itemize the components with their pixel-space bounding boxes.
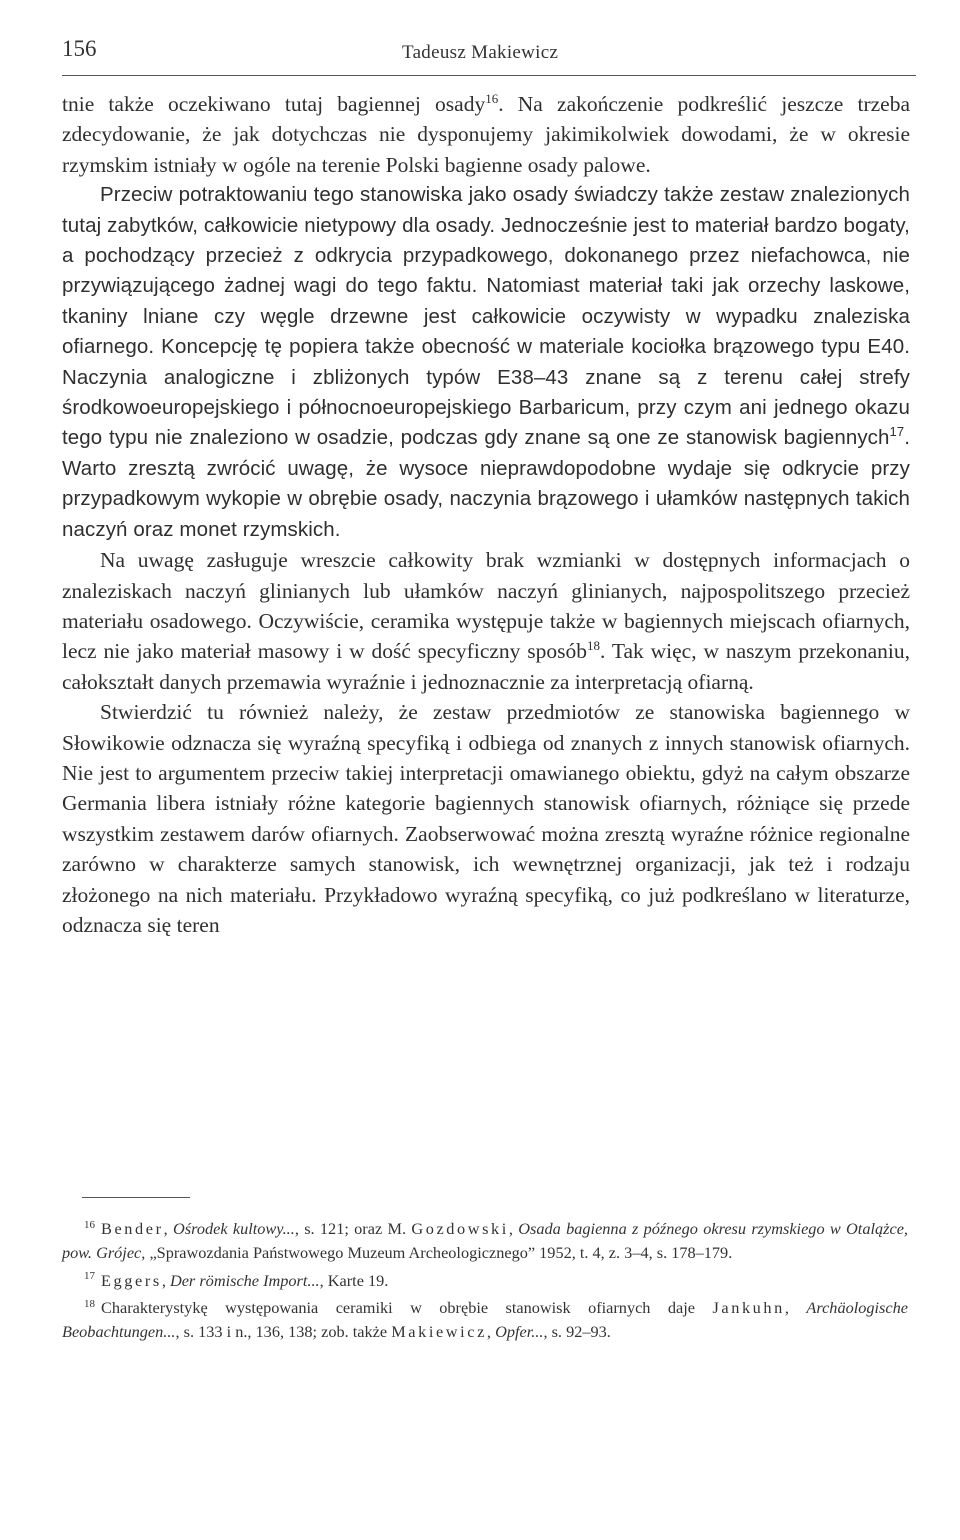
paragraph-1-text-b: . Na zakończenie podkreślić jeszcze trzeba zdecydowanie, że jak dotychczas nie dysponujemy jakimikolwiek dowodami, że w okresie rzymskim istniały w ogóle na terenie Polski bagienne osady palowe.	[62, 92, 910, 177]
footnote-author: Jankuhn	[712, 1298, 785, 1318]
footnote-title: Der römische Import...	[169, 1270, 320, 1290]
footnote-author: Eggers	[101, 1270, 162, 1290]
paragraph-1-text-a: tnie także oczekiwano tutaj bagiennej osady	[62, 92, 486, 116]
footnote-text: , „Sprawozdania Państwowego Muzeum Archeologicznego” 1952, t. 4, z. 3–4, s. 178–179.	[141, 1242, 733, 1262]
paragraph-2-text-c: . Warto zresztą zwrócić uwagę, że wysoce nieprawdopodobne wydaje się odkrycie przy przypadkowym wykopie w obrębie osady, naczynia brązowego i ułamków następnych takich naczyń oraz monet rzymskich.	[62, 426, 910, 541]
footnotes	[62, 1217, 908, 1348]
footnote-text: ,	[163, 1219, 173, 1238]
footnote-number: 18	[84, 1297, 95, 1310]
footnote-author: Gozdowski	[411, 1219, 509, 1238]
footnote-number: 17	[84, 1270, 95, 1283]
footnote-rule	[82, 1197, 190, 1198]
paragraph-3-text-a: Na uwagę zasługuje wreszcie całkowity brak wzmianki w dostępnych informacjach o znaleziskach naczyń glinianych lub ułamków naczyń glinianych, najpospolitszego przecież materiału osadowego. Oczywiście, ceramika występuje także w bagiennych miejscach ofiarnych, lecz nie jako materiał masowy i w dość specyficzny sposób	[62, 548, 910, 664]
footnote-number: 16	[84, 1218, 95, 1231]
footnote-ref-16[interactable]: 16	[485, 90, 499, 106]
footnote-text: , s. 121; oraz M.	[294, 1219, 412, 1238]
footnote-text: ,	[784, 1298, 807, 1318]
paragraph-4	[62, 697, 910, 940]
footnote-text: , s. 133 i n., 136, 138; zob. także	[175, 1322, 392, 1342]
page-number: 156	[62, 36, 97, 61]
footnote-ref-18[interactable]: 18	[587, 638, 600, 654]
footnote-ref-17[interactable]: 17	[889, 424, 905, 440]
paragraph-2-text-a: Przeciw potraktowaniu tego stanowiska jako osady świadczy także zestaw znalezionych tutaj zabytków, całkowicie nietypowy dla osady.	[62, 183, 910, 237]
footnote-text: Charakterystykę występowania ceramiki w obrębie stanowisk ofiarnych daje	[101, 1298, 713, 1318]
footnote-18	[62, 1296, 908, 1344]
footnote-title: Osada bagienna z późnego okresu rzymskiego w Otalążce, pow. Grójec	[62, 1219, 908, 1262]
footnote-text: ,	[161, 1270, 170, 1290]
footnote-text: , s. 92–93.	[543, 1322, 611, 1342]
footnote-author: Makiewicz	[391, 1322, 487, 1342]
paragraph-2-text-b: Jednocześnie jest to materiał bardzo bogaty, a pochodzący przecież z odkrycia przypadkowego, dokonanego przez niefachowca, nie przywiązującego żadnej wagi do tego faktu. Natomiast materiał taki jak orzechy laskowe, tkaniny lniane czy węgle drzewne jest całkowicie oczywisty w wypadku znaleziska ofiarnego. Koncepcję tę popiera także obecność w materiale kociołka brązowego typu E40. Naczynia analogiczne i zbliżonych typów E38–43 znane są z terenu całej strefy środkowoeuropejskiego i północnoeuropejskiego Barbaricum, przy czym ani jednego okazu tego typu nie znaleziono w osadzie, podczas gdy znane są one ze stanowisk bagiennych	[62, 213, 910, 450]
running-head-author: Tadeusz Makiewicz	[402, 42, 559, 63]
footnote-title: Archäologische Beobachtungen...	[62, 1298, 908, 1342]
paragraph-1	[62, 89, 910, 180]
footnote-17	[62, 1269, 908, 1293]
footnote-text: , Karte 19.	[319, 1270, 389, 1290]
page-header	[62, 34, 916, 74]
paragraph-4-text: Stwierdzić tu również należy, że zestaw przedmiotów ze stanowiska bagiennego w Słowikowie odznacza się wyraźną specyfiką i odbiega od znanych z innych stanowisk ofiarnych. Nie jest to argumentem przeciw takiej interpretacji omawianego obiektu, gdyż na całym obszarze Germania libera istniały różne kategorie bagiennych stanowisk ofiarnych, różniące się przede wszystkim zestawem darów ofiarnych. Zaobserwować można zresztą wyraźne różnice regionalne zarówno w charakterze samych stanowisk, ich wewnętrznej organizacji, jak też i rodzaju złożonego na nich materiału. Przykładowo wyraźną specyfiką, co już podkreślano w literaturze, odznacza się teren	[62, 700, 910, 937]
footnote-title: Ośrodek kultowy...	[173, 1219, 295, 1238]
footnote-text: ,	[486, 1322, 496, 1342]
body-text	[62, 89, 910, 940]
footnote-title: Opfer...	[495, 1322, 544, 1342]
paragraph-2	[62, 180, 910, 545]
footnote-16	[62, 1217, 908, 1265]
paragraph-3-text-b: . Tak więc, w naszym przekonaniu, całokształt danych przemawia wyraźnie i jednoznacznie za interpretacją ofiarną.	[62, 639, 910, 694]
footnote-author: Bender	[101, 1219, 164, 1238]
paragraph-3	[62, 545, 910, 697]
footnote-text: ,	[508, 1219, 519, 1238]
header-rule	[62, 75, 916, 76]
